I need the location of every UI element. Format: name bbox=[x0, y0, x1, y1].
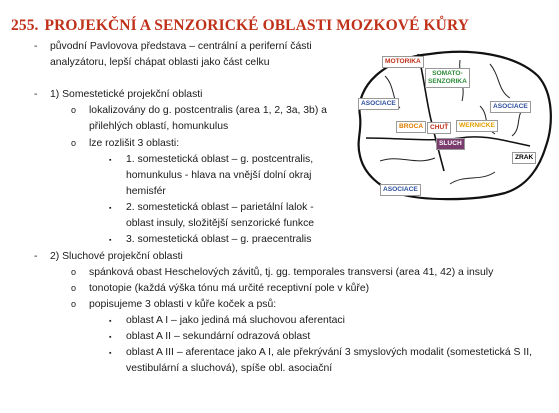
text-line: lze rozlišit 3 oblasti: bbox=[89, 138, 180, 149]
section-heading: 1) Somestetické projekční oblasti bbox=[50, 89, 203, 100]
circle-bullet: o bbox=[71, 299, 77, 309]
text-line: oblast A III – aferentace jako A I, ale překrývání 3 smyslových modalit (somestetická S II, bbox=[126, 347, 532, 358]
text-line: původní Pavlovova představa – centrální a periferní části bbox=[50, 41, 312, 52]
circle-bullet: o bbox=[71, 138, 77, 148]
label-chut: CHUŤ bbox=[427, 122, 451, 134]
label-somato-line1: SOMATO- bbox=[432, 70, 463, 77]
brain-diagram bbox=[340, 46, 555, 206]
square-bullet: ▪ bbox=[109, 334, 112, 341]
label-broca: BROCA bbox=[396, 121, 426, 133]
text-line: 2. somestetická oblast – parietální lalok - bbox=[126, 202, 314, 213]
text-line: oblast insuly, složitější senzorické funkce bbox=[126, 218, 315, 229]
text-line: homunkulus - hlava na vnější dolní okraj bbox=[126, 170, 312, 181]
text-line: spánková obast Heschelových závitů, tj. gg. temporales transversi (area 41, 42) a insuly bbox=[89, 267, 494, 278]
text-line: popisujeme 3 oblasti v kůře koček a psů: bbox=[89, 299, 277, 310]
label-asociace-bottom: ASOCIACE bbox=[380, 184, 421, 196]
dash-bullet: - bbox=[34, 41, 38, 52]
dash-bullet: - bbox=[34, 89, 38, 100]
label-motorika: MOTORIKA bbox=[382, 56, 424, 68]
text-line: oblast A I – jako jediná má sluchovou aferentaci bbox=[126, 315, 345, 326]
square-bullet: ▪ bbox=[109, 350, 112, 357]
label-zrak: ZRAK bbox=[512, 152, 536, 164]
text-line: vestibulární a sluchová), spíše obl. asociační bbox=[126, 363, 333, 374]
text-line: lokalizovány do g. postcentralis (area 1, 2, 3a, 3b) a bbox=[89, 105, 327, 116]
circle-bullet: o bbox=[71, 267, 77, 277]
label-asociace-right: ASOCIACE bbox=[490, 101, 531, 113]
title-number: 255. bbox=[11, 17, 39, 34]
text-line: tonotopie (každá výška tónu má určité receptivní pole v kůře) bbox=[89, 283, 370, 294]
text-line: oblast A II – sekundární odrazová oblast bbox=[126, 331, 311, 342]
title-text: PROJEKČNÍ A SENZORICKÉ OBLASTI MOZKOVÉ KŮRY bbox=[44, 17, 470, 34]
square-bullet: ▪ bbox=[109, 205, 112, 212]
square-bullet: ▪ bbox=[109, 237, 112, 244]
text-line: 1. somestetická oblast – g. postcentralis, bbox=[126, 154, 314, 165]
square-bullet: ▪ bbox=[109, 318, 112, 325]
dash-bullet: - bbox=[34, 251, 38, 262]
label-somato-line2: SENZORIKA bbox=[428, 78, 467, 85]
section-heading: 2) Sluchové projekční oblasti bbox=[50, 251, 183, 262]
circle-bullet: o bbox=[71, 283, 77, 293]
label-somatosenzorika bbox=[425, 68, 470, 88]
label-asociace-left: ASOCIACE bbox=[358, 98, 399, 110]
label-sluch: SLUCH bbox=[436, 138, 465, 150]
label-wernicke: WERNICKE bbox=[456, 120, 498, 132]
text-line: analyzátoru, lepší chápat oblasti jako část celku bbox=[50, 57, 270, 68]
page-title bbox=[11, 17, 469, 35]
text-line: 3. somestetická oblast – g. praecentralis bbox=[126, 234, 312, 245]
square-bullet: ▪ bbox=[109, 157, 112, 164]
circle-bullet: o bbox=[71, 105, 77, 115]
text-line: přilehlých oblastí, homunkulus bbox=[89, 121, 229, 132]
text-line: hemisfér bbox=[126, 186, 166, 197]
